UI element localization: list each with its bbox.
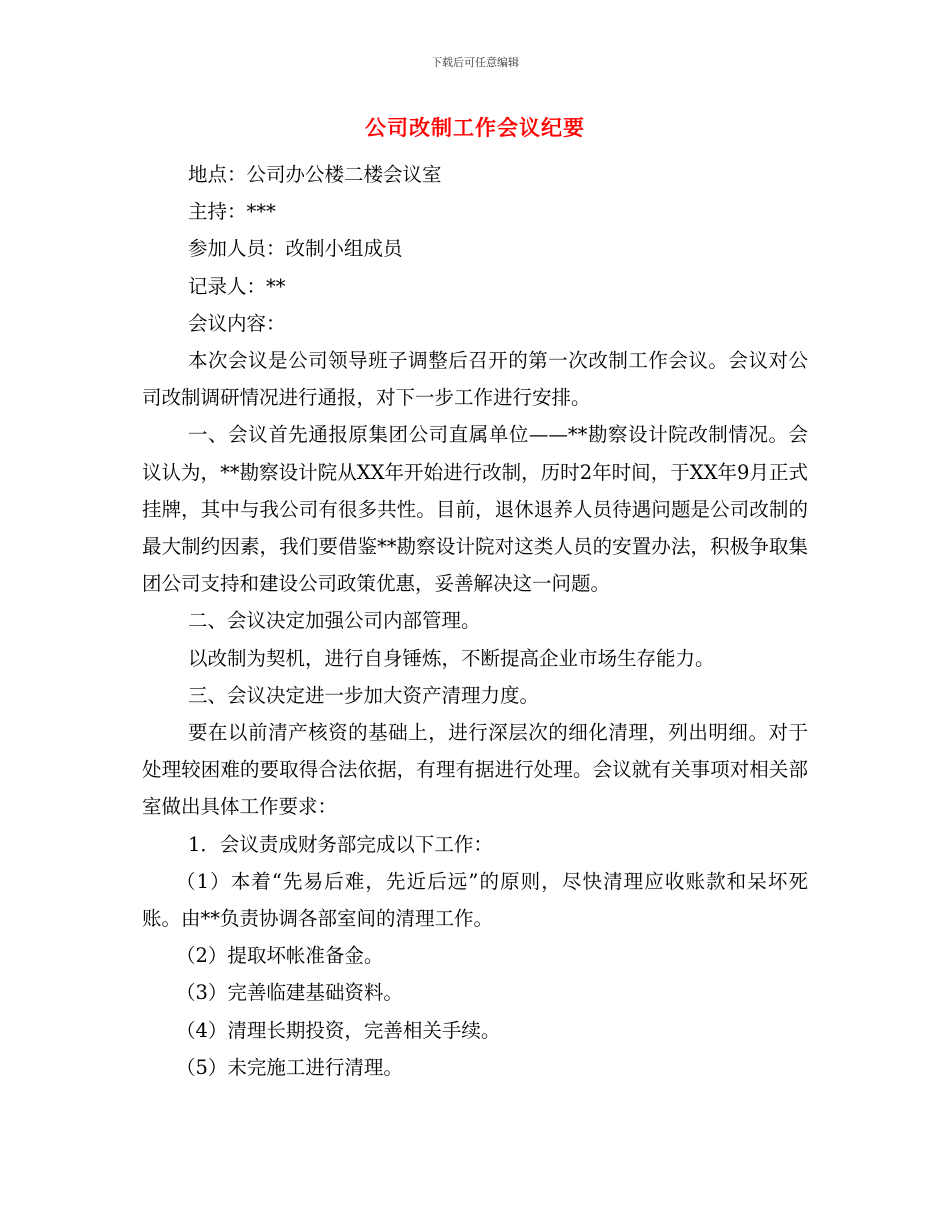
document-body bbox=[142, 156, 808, 1086]
list-item-finance-3: （3）完善临建基础资料。 bbox=[176, 981, 403, 1005]
list-item-finance-1: （1）本着“先易后难，先近后远”的原则，尽快清理应收账款和呆坏死账。由**负责协调各部室间的清理工作。 bbox=[142, 869, 808, 931]
list-item-finance-4: （4）清理长期投资，完善相关手续。 bbox=[176, 1018, 501, 1042]
header-note: 下载后可任意编辑 bbox=[431, 56, 519, 69]
list-item-finance-2: （2）提取坏帐准备金。 bbox=[176, 944, 384, 968]
meeting-content-label: 会议内容： bbox=[188, 311, 286, 335]
paragraph-section-2-detail: 以改制为契机，进行自身锤炼，不断提高企业市场生存能力。 bbox=[188, 646, 715, 670]
paragraph-section-2: 二、会议决定加强公司内部管理。 bbox=[188, 609, 481, 633]
paragraph-section-1: 一、会议首先通报原集团公司直属单位——**勘察设计院改制情况。会议认为，**勘察设计院从XX年开始进行改制，历时2年时间，于XX年9月正式挂牌，其中与我公司有很多共性。目前，退休退养人员待遇问题是公司改制的最大制约因素，我们要借鉴**勘察设计院对这类人员的安置办法，积极争取集团公司支持和建设公司政策优惠，妥善解决这一问题。 bbox=[142, 423, 808, 596]
document-title: 公司改制工作会议纪要 bbox=[365, 116, 585, 140]
paragraph-intro: 本次会议是公司领导班子调整后召开的第一次改制工作会议。会议对公司改制调研情况进行通报，对下一步工作进行安排。 bbox=[142, 349, 808, 410]
paragraph-section-3: 三、会议决定进一步加大资产清理力度。 bbox=[188, 683, 540, 707]
meeting-host: 主持：*** bbox=[188, 200, 276, 224]
list-item-finance-5: （5）未完施工进行清理。 bbox=[176, 1055, 403, 1079]
paragraph-section-3-detail: 要在以前清产核资的基础上，进行深层次的细化清理，列出明细。对于处理较困难的要取得合法依据，有理有据进行处理。会议就有关事项对相关部室做出具体工作要求： bbox=[142, 721, 808, 819]
meeting-location: 地点：公司办公楼二楼会议室 bbox=[188, 163, 442, 186]
meeting-attendees: 参加人员：改制小组成员 bbox=[188, 237, 403, 261]
meeting-recorder: 记录人：** bbox=[188, 274, 286, 298]
list-item-finance-heading: 1．会议责成财务部完成以下工作： bbox=[188, 832, 493, 856]
